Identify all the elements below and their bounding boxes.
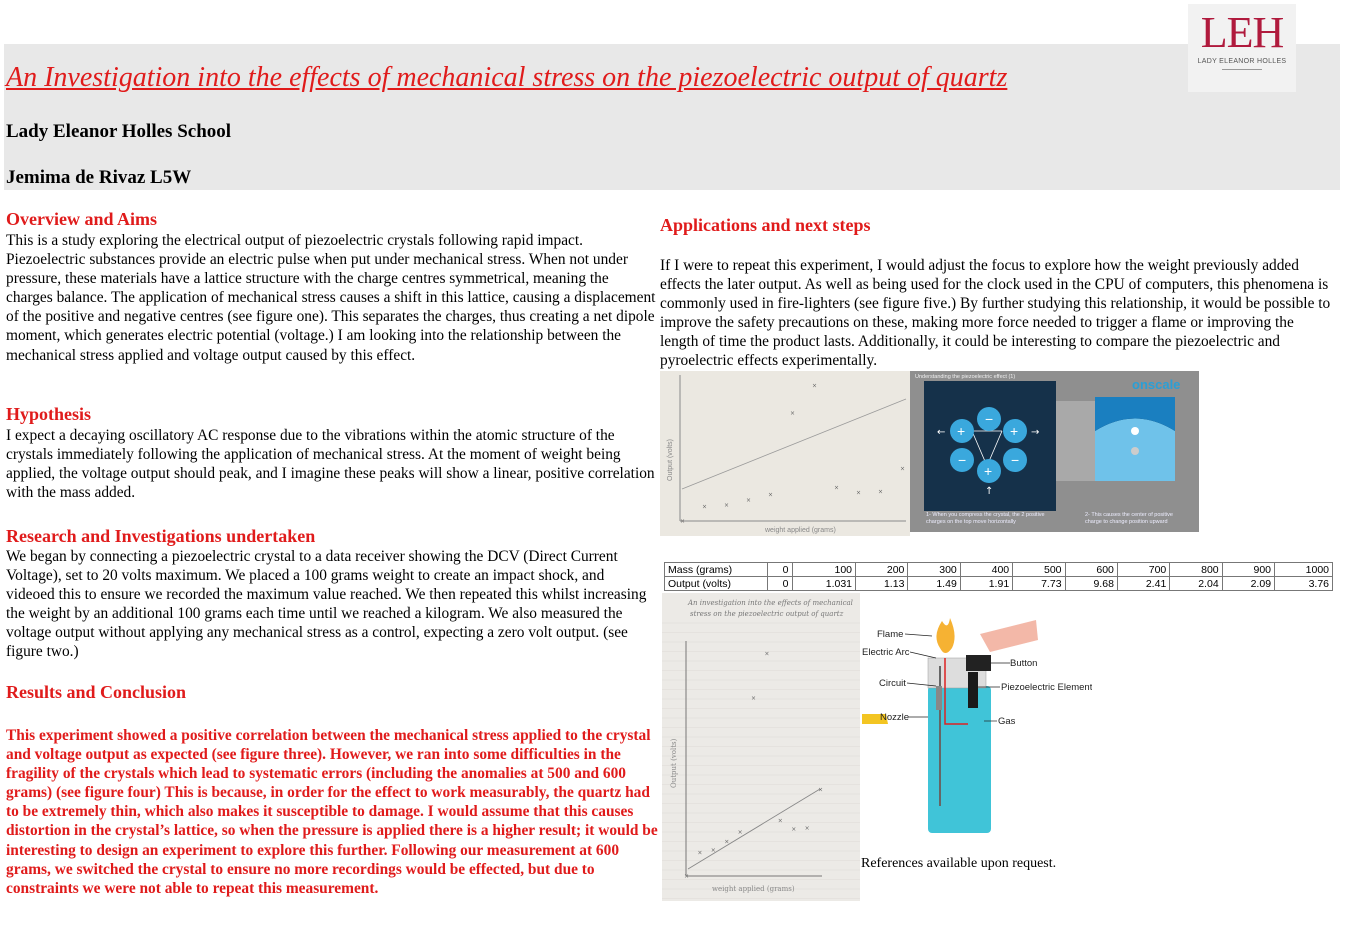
table-row	[665, 563, 1333, 577]
graph-photo-heading-2: stress on the piezoelectric output of quartz	[690, 610, 844, 618]
svg-text:+: +	[1010, 423, 1019, 439]
graph-photo-small-point: ×	[878, 488, 884, 496]
lighter-label-gas: Gas	[998, 716, 1016, 727]
lighter-label-arc: Electric Arc	[862, 647, 910, 658]
school-name: Lady Eleanor Holles School	[6, 121, 232, 142]
school-logo	[1188, 4, 1296, 92]
graph-photo-large-point: ×	[737, 829, 743, 837]
piezo-diagram-svg	[910, 371, 1199, 532]
graph-photo-large-point: ×	[697, 849, 703, 857]
table-cell: 100	[792, 563, 856, 577]
table-cell: 600	[1065, 563, 1117, 577]
overview-text: This is a study exploring the electrical output of piezoelectric crystals following rapid impact. Piezoelectric substances provide an electric pulse when put under mechanical stress. When not under pressure, these materials have a lattice structure with the charge centres symmetrical, meaning the charges balance. The application of mechanical stress causes a shift in this lattice, causing a displacement of the positive and negative centres (see figure one). This separates the charges, thus creating a net dipole moment, which generates electric potential (voltage.) I am looking into the relationship between the mechanical stress applied and voltage output caused by this effect.	[6, 232, 656, 364]
lighter-label-flame: Flame	[877, 629, 904, 640]
applications-heading: Applications and next steps	[660, 215, 871, 235]
graph-photo-small-point: ×	[724, 502, 730, 510]
references-note: References available upon request.	[861, 856, 1057, 871]
applications-text: If I were to repeat this experiment, I would adjust the focus to explore how the weight previously added effects the later output. As well as being used for the clock used in the CPU of computers, this phenomena is commonly used in fire-lighters (see figure five.) By further studying this relationship, it would be possible to improve the safety precautions on these, making more force needed to trigger a flame or improving the length of time the product lasts. Additionally, it could be interesting to compare the piezoelectric and pyroelectric effects experimentally.	[660, 257, 1331, 370]
poster-title: An Investigation into the effects of mechanical stress on the piezoelectric output of quartz	[6, 62, 1008, 93]
piezo-diagram-title: Understanding the piezoelectric effect (1)	[915, 374, 1016, 380]
graph-photo-large-point: ×	[777, 817, 783, 825]
hypothesis-text: I expect a decaying oscillatory AC response due to the vibrations within the atomic structure of the crystals immediately following the application of mechanical stress. At the moment of weight being applied, the voltage output should peak, and I imagine these peaks will show a linear, positive correlation with the mass added.	[6, 427, 655, 502]
piezo-caption-right: 2- This causes the center of positive charge to change position upward	[1085, 512, 1173, 525]
table-row	[665, 577, 1333, 591]
lighter-label-circuit: Circuit	[879, 678, 906, 689]
graph-photo-small-point: ×	[856, 489, 862, 497]
results-table	[664, 562, 1333, 591]
results-heading: Results and Conclusion	[6, 682, 187, 702]
table-cell: 500	[1013, 563, 1065, 577]
figure-lighter	[860, 606, 1092, 838]
table-cell: 0	[768, 563, 793, 577]
svg-text:−: −	[1011, 452, 1020, 468]
graph-photo-small-ylabel: Output (volts)	[667, 438, 674, 481]
lighter-label-button: Button	[1010, 658, 1038, 669]
svg-text:+: +	[957, 423, 966, 439]
table-cell: 7.73	[1013, 577, 1065, 591]
research-heading: Research and Investigations undertaken	[6, 526, 316, 546]
table-cell: 800	[1170, 563, 1222, 577]
graph-photo-large-point: ×	[751, 695, 757, 703]
table-cell: 200	[856, 563, 908, 577]
piezo-caption-left: 1- When you compress the crystal, the 2 positive charges on the top move horizontally	[926, 512, 1045, 525]
graph-photo-large-point: ×	[804, 824, 810, 832]
table-cell: 0	[768, 577, 793, 591]
table-cell: 2.09	[1222, 577, 1274, 591]
table-cell: 900	[1222, 563, 1274, 577]
graph-photo-large-svg	[662, 593, 860, 901]
results-text: This experiment showed a positive correlation between the mechanical stress applied to the crystal and voltage output as expected (see figure three). However, we ran into some difficulties in the fragility of the crystals which lead to systematic errors (including the anomalies at 500 and 600 grams) (see figure four) This is because, in order for the effect to work measurably, the quartz had to be extremely thin, which also makes it susceptible to damage. I would assume that this causes distortion in the crystal’s lattice, so when the pressure is applied there is a higher result; it would be interesting to design an experiment to explore this further. Following our measurement at 600 grams, we switched the crystal to ensure no more recordings would be effected, but due to constraints we were not able to repeat this measurement.	[6, 727, 658, 897]
graph-photo-large-point: ×	[684, 873, 690, 880]
graph-photo-large-point: ×	[818, 786, 824, 794]
onscale-brand: onscale	[1132, 377, 1181, 392]
svg-text:↑: ↑	[985, 486, 994, 497]
logo-text: LADY ELEANOR HOLLES	[1197, 58, 1287, 65]
graph-photo-large-point: ×	[724, 838, 730, 846]
table-cell: 2.41	[1117, 577, 1169, 591]
table-cell: 1.49	[908, 577, 960, 591]
graph-photo-heading-1: An investigation into the effects of mechanical	[688, 599, 853, 607]
overview-heading: Overview and Aims	[6, 209, 157, 229]
svg-text:−: −	[985, 411, 994, 427]
table-cell: 1.031	[792, 577, 856, 591]
svg-text:+: +	[984, 463, 993, 479]
lighter-label-element: Piezoelectric Element	[1001, 682, 1092, 693]
table-cell: 400	[960, 563, 1012, 577]
table-cell: 700	[1117, 563, 1169, 577]
logo-mark: LEH	[1200, 8, 1284, 57]
graph-photo-small-point: ×	[680, 518, 686, 525]
graph-photo-small-point: ×	[834, 484, 840, 492]
lighter-label-nozzle: Nozzle	[880, 712, 910, 723]
table-cell: 9.68	[1065, 577, 1117, 591]
graph-photo-small-point: ×	[768, 491, 774, 499]
svg-text:→: →	[1031, 427, 1040, 438]
figure-graph-photo-small	[660, 371, 910, 536]
research-text: We began by connecting a piezoelectric crystal to a data receiver showing the DCV (Direct Current Voltage), set to 20 volts maximum. We placed a 100 grams weight to create an impact shock, and videoed this to ensure we recorded the maximum value reached. We then repeated this whilst increasing the weight by an additional 100 grams each time until we reached a kilogram. We also measured the voltage output without applying any mechanical stress as a control, expecting a zero volt output. (see figure two.)	[6, 548, 647, 661]
author-name: Jemima de Rivaz L5W	[6, 167, 192, 188]
lighter-svg	[860, 606, 1092, 838]
graph-photo-small-point: ×	[900, 465, 906, 473]
graph-photo-large-point: ×	[764, 650, 770, 658]
table-cell: 3.76	[1275, 577, 1333, 591]
table-row-label: Mass (grams)	[665, 563, 768, 577]
graph-photo-small-point: ×	[812, 382, 818, 390]
table-cell: 300	[908, 563, 960, 577]
svg-text:−: −	[958, 452, 967, 468]
graph-photo-large-xlabel: weight applied (grams)	[712, 885, 795, 893]
graph-photo-large-point: ×	[791, 826, 797, 834]
figure-graph-photo-large	[662, 593, 860, 901]
table-cell: 1.13	[856, 577, 908, 591]
graph-photo-small-point: ×	[702, 503, 708, 511]
table-cell: 2.04	[1170, 577, 1222, 591]
graph-photo-small-point: ×	[746, 497, 752, 505]
graph-photo-large-ylabel: Output (volts)	[670, 738, 678, 788]
table-cell: 1.91	[960, 577, 1012, 591]
graph-photo-large-point: ×	[710, 847, 716, 855]
table-row-label: Output (volts)	[665, 577, 768, 591]
logo-rule	[1222, 69, 1262, 70]
figure-piezo-diagram	[910, 371, 1199, 532]
hypothesis-heading: Hypothesis	[6, 404, 92, 424]
svg-text:←: ←	[937, 427, 946, 438]
graph-photo-small-point: ×	[790, 409, 796, 417]
graph-photo-small-xlabel: weight applied (grams)	[765, 527, 836, 534]
graph-photo-small-svg	[660, 371, 910, 536]
table-cell: 1000	[1275, 563, 1333, 577]
